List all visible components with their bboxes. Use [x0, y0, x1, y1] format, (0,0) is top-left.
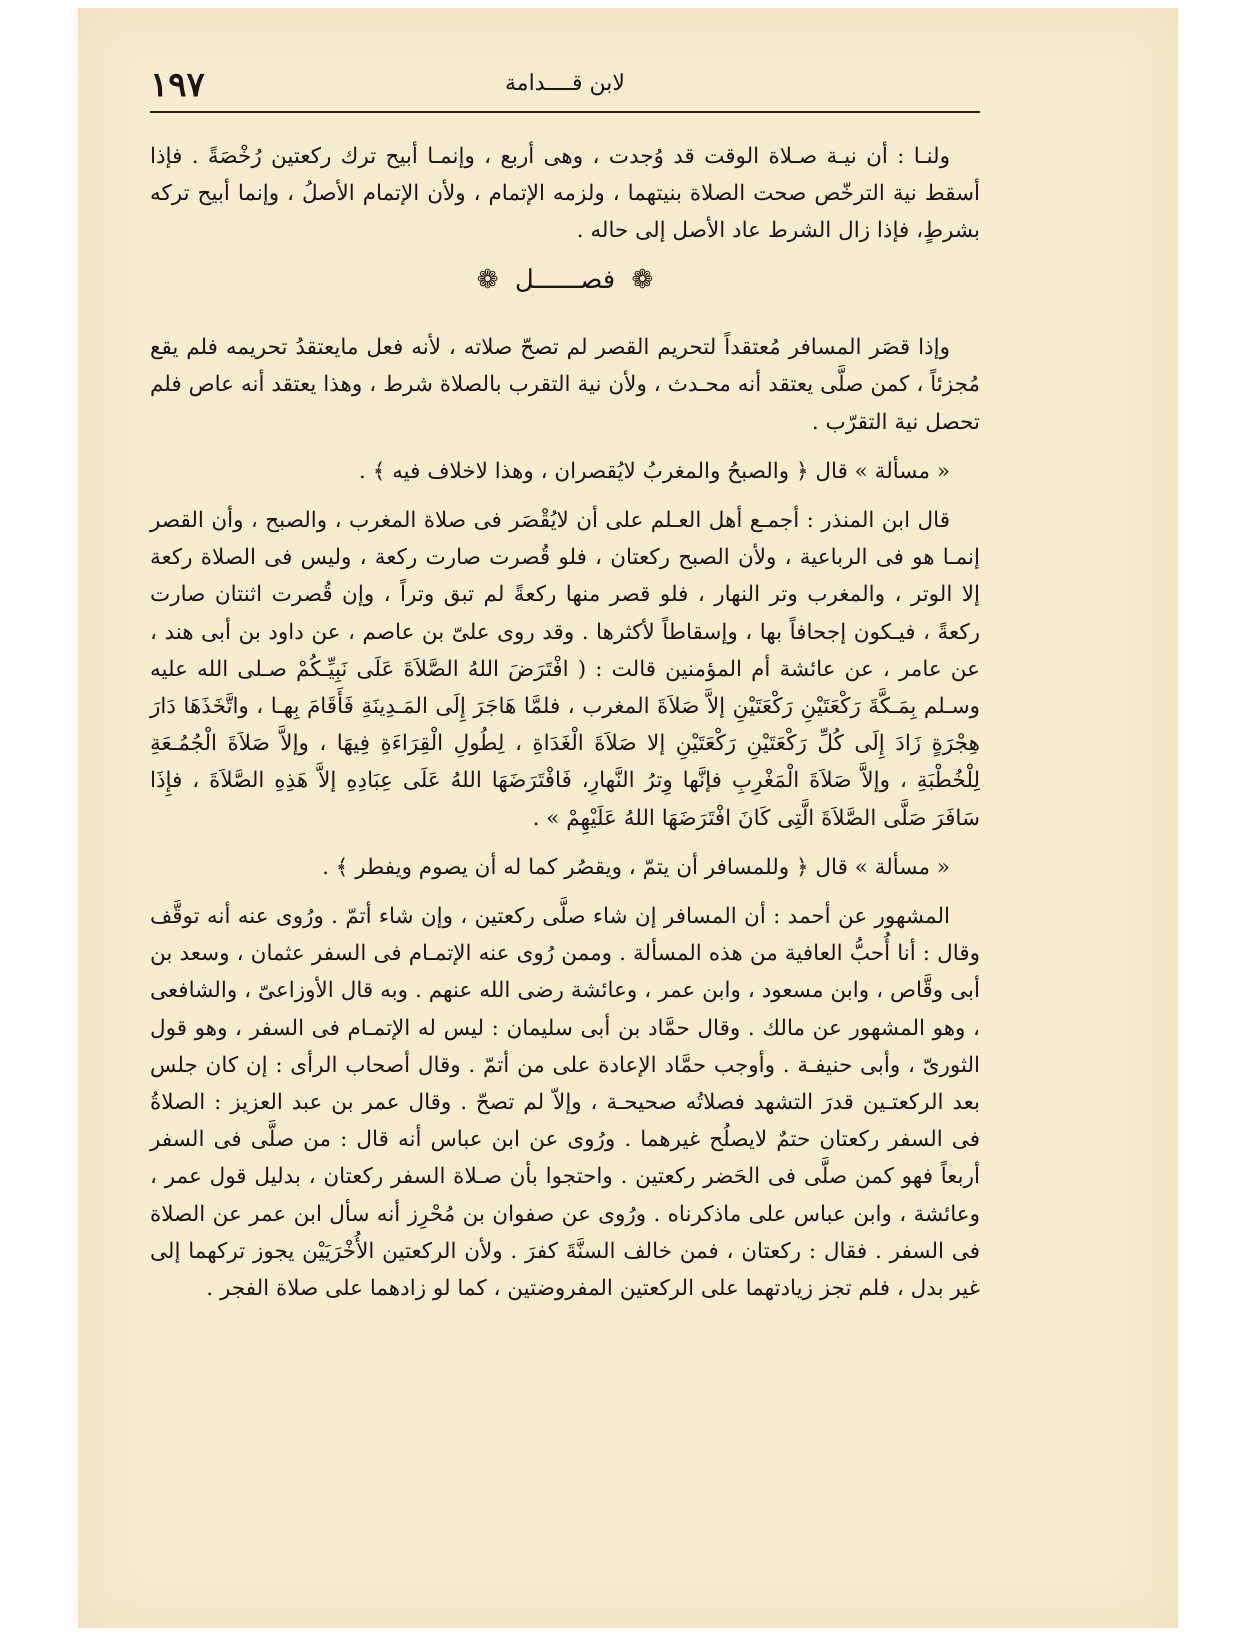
- ornament-icon: ❁: [631, 265, 654, 295]
- header-rule: [150, 111, 980, 113]
- paragraph: المشهور عن أحمد : أن المسافر إن شاء صلَّى ركعتين ، وإن شاء أتمّ . ورُوى عنه أنه توقَّف وقال : أنا أُحبُّ العافية من هذه المسألة . وممن رُوى عنه الإتمـام فى السفر عثمان ، وسعد بن أبى وقَّاص ، وابن مسعود ، وابن عمر ، وعائشة رضى الله عنهم . وبه قال الأوزاعىّ ، والشافعى ، وهو المشهور عن مالك . وقال حمَّاد بن أبى سليمان : ليس له الإتمـام فى السفر ، وهو قول الثورىّ ، وأبى حنيفـة . وأوجب حمَّاد الإعادة على من أتمّ . وقال أصحاب الرأى : إن كان جلس بعد الركعتـين قدرَ التشهد فصلاتُه صحيحـة ، وإلاّ لم تصحّ . وقال عمر بن عبد العزيز : الصلاةُ فى السفر ركعتان حتمٌ لايصلُح غيرهما . ورُوى عن ابن عباس أنه قال : من صلَّى فى السفر أربعاً فهو كمن صلَّى فى الحَضر ركعتين . واحتجوا بأن صـلاة السفر ركعتان ، بدليل قول عمر ، وعائشة ، وابن عباس على ماذكرناه . ورُوى عن صفوان بن مُحْرِز أنه سأل ابن عمر عن الصلاة فى السفر . فقال : ركعتان ، فمن خالف السنَّةَ كفرَ . ولأن الركعتين الأُخْرَيَيْن يجوز تركهما إلى غير بدل ، فلم تجز زيادتهما على الركعتين المفروضتين ، كما لو زادهما على صلاة الفجر .: [150, 904, 980, 1302]
- page-number: ١٩٧: [150, 65, 205, 105]
- paragraph: وإذا قصَر المسافر مُعتقداً لتحريم القصر لم تصحّ صلاته ، لأنه فعل مايعتقدُ تحريمه فلم يقع مُجزئاً ، كمن صلَّى يعتقد أنه محـدث ، ولأن نية التقرب بالصلاة شرط ، وهذا يعتقد أنه عاص فلم تحصل نية التقرّب .: [150, 335, 980, 435]
- issue-statement: « مسألة » قال ﴿ والصبحُ والمغربُ لايُقصران ، وهذا لاخلاف فيه ﴾ .: [359, 458, 950, 484]
- running-title: لابن قــــدامة: [505, 71, 625, 96]
- issue-statement: « مسألة » قال ﴿ وللمسافر أن يتمّ ، ويقصُر كما له أن يصوم ويفطر ﴾ .: [322, 854, 950, 880]
- page-body: [150, 138, 980, 1319]
- paragraph: قال ابن المنذر : أجمـع أهل العـلم على أن لايُقْصَر فى صلاة المغرب ، والصبح ، وأن القصر إنمـا هو فى الرباعية ، ولأن الصبح ركعتان ، فلو قُصرت صارت ركعة ، وليس فى الصلاة ركعة إلا الوتر ، والمغرب وتر النهار ، فلو قصر منها ركعةً لم تبق وتراً ، وإن قُصرت اثنتان صارت ركعةً ، فيـكون إجحافاً بها ، وإسقاطاً لأكثرها . وقد روى علىّ بن عاصم ، عن داود بن أبى هند ، عن عامر ، عن عائشة أم المؤمنين قالت : ( افْتَرَضَ اللهُ الصَّلاَةَ عَلَى نَبِيِّـكُمْ صـلى الله عليه وسـلم بِمَـكَّةَ رَكْعَتَيْنِ رَكْعَتَيْنِ إلاَّ صَلاَةَ المغرب ، فلمَّا هَاجَرَ إِلَى المَـدِينَةِ فَأَقَامَ بِهـا ، واتَّخَذَهَا دَارَ هِجْرَةٍ زَادَ إِلَى كُلِّ رَكْعَتَيْنِ رَكْعَتَيْنِ إلا صَلاَةَ الْغَدَاةِ ، لِطُولِ الْقِرَاءَةِ فِيهَا ، وإلاَّ صَلاَةَ الْجُمُـعَةِ لِلْخُطْبَةِ ، وإلاَّ صَلاَةَ الْمَغْرِبِ فإنَّها وِترُ النَّهارِ، فَافْتَرَضَهَا اللهُ عَلَى عِبَادِهِ إلاَّ هَذِهِ الصَّلاَةَ ، فإِذَا سَافَرَ صَلَّى الصَّلاَةَ الَّتِى كَانَ افْتَرَضَهَا اللهُ عَلَيْهِمْ » .: [150, 508, 980, 831]
- page-header: [150, 65, 980, 115]
- section-heading: [150, 262, 980, 300]
- section-title: فصــــــل: [514, 265, 616, 295]
- ornament-icon: ❁: [476, 265, 499, 295]
- paragraph: ولنـا : أن نيـة صـلاة الوقت قد وُجدت ، وهى أربع ، وإنمـا أبيح ترك ركعتين رُخْصَةً . فإذا أسقط نية الترخّص صحت الصلاة بنيتهما ، ولزمه الإتمام ، ولأن الإتمام الأصلُ ، وإنما أبيح تركه بشرطٍ، فإذا زال الشرط عاد الأصل إلى حاله .: [150, 144, 980, 244]
